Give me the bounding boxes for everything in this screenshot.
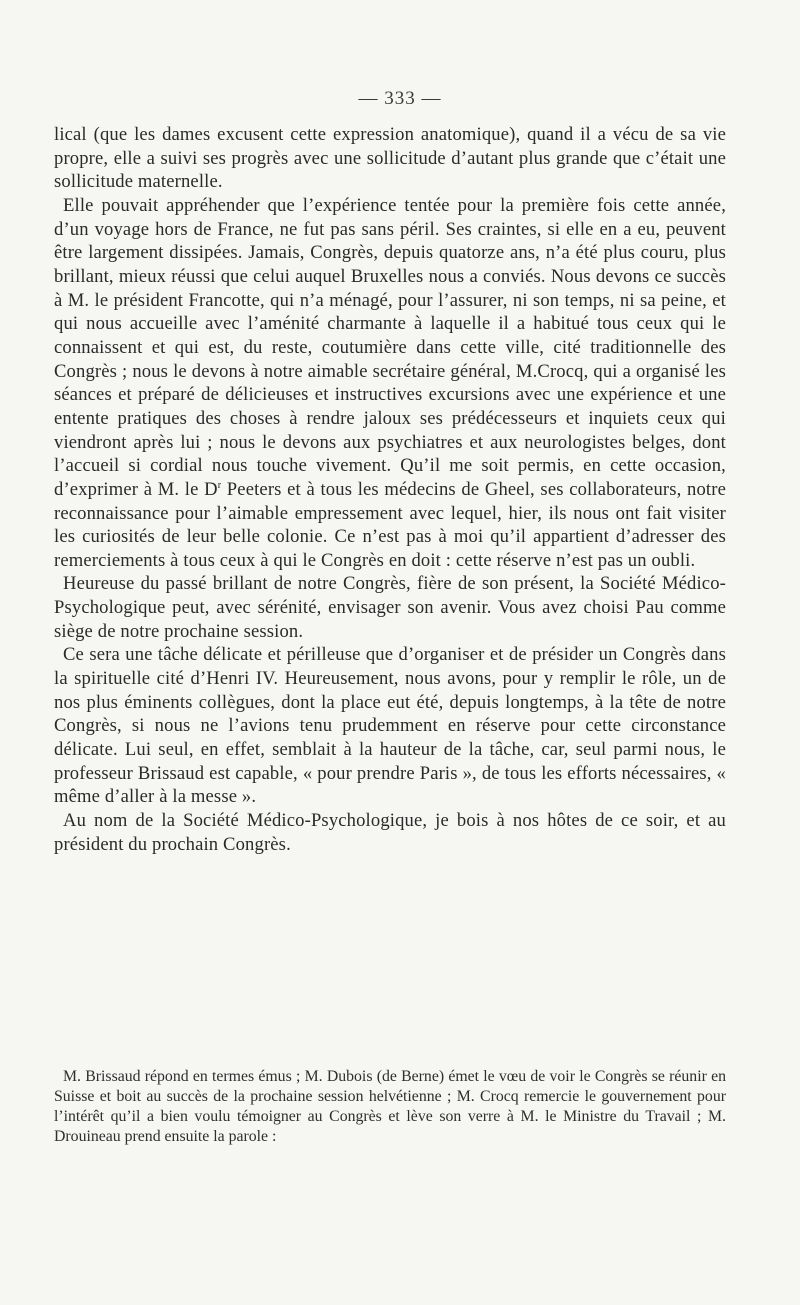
paragraph-2-text: Elle pouvait appréhender que l’expérience tentée pour la première fois cette année, d’un voyage hors de France, ne fut pas sans péril. Ses craintes, si elle en a eu, peuvent être largement dissipées. Jamais, Congrès, depuis quatorze ans, n’a été plus couru, plus brillant, mieux réussi que celui auquel Bruxelles nous a conviés. Nous devons ce succès à M. le président Francotte, qui n’a ménagé, pour l’assurer, ni son temps, ni sa peine, et qui nous accueille avec l’aménité charmante à laquelle il a habitué tous ceux qui le connaissent et qui est, du reste, coutumière dans cette ville, cité traditionnelle des Congrès ; nous le devons à notre aimable secrétaire général, M.Crocq, qui a organisé les séances et préparé de délicieuses et instructives excursions avec une expérience et une entente pratiques des choses à rendre jaloux ses prédécesseurs et inquiets ceux qui viendront après lui ; nous le devons aux psychiatres et aux neurologistes belges, dont l’accueil si cordial nous touche vivement. Qu’il me soit permis, en cette occasion, d’exprimer à M. le [54,194,726,500]
paragraph-4: Ce sera une tâche délicate et périlleuse que d’organiser et de présider un Congrès dans la spirituelle cité d’Henri IV. Heureusement, nous avons, pour y remplir le rôle, un de nos plus éminents collègues, dont la place eut été, depuis longtemps, à la tête de notre Congrès, si nous ne l’avions tenu prudemment en réserve pour cette circonstance délicate. Lui seul, en effet, semblait à la hauteur de la tâche, car, seul parmi nous, le professeur Brissaud est capable, « pour prendre Paris », de tous les efforts nécessaires, « même d’aller à la messe ». [54,644,726,808]
paragraph-2 [54,194,726,573]
body-text [54,123,726,856]
paragraph-2-tail: Peeters et à tous les médecins de Gheel, ses collaborateurs, notre reconnaissance pour l’aimable empressement avec lequel, hier, ils nous ont fait visiter les curiosités de leur belle colonie. Ce n’est pas à moi qu’il appartient d’adresser des remerciements à tous ceux à qui le Congrès en doit : cette réserve n’est pas un oubli. [54,478,726,571]
proceedings-note: M. Brissaud répond en termes émus ; M. Dubois (de Berne) émet le vœu de voir le Congrès se réunir en Suisse et boit au succès de la prochaine session helvétienne ; M. Crocq remercie le gouvernement pour l’intérêt qu’il a bien voulu témoigner au Congrès et lève son verre à M. le Ministre du Travail ; M. Drouineau prend ensuite la parole : [54,1068,726,1145]
paragraph-5: Au nom de la Société Médico-Psychologique, je bois à nos hôtes de ce soir, et au président du prochain Congrès. [54,810,726,855]
page-number: — 333 — [358,88,442,109]
paragraph-1: lical (que les dames excusent cette expression anatomique), quand il a vécu de sa vie propre, elle a suivi ses progrès avec une sollicitude d’autant plus grande que c’était une sollicitude maternelle. [54,124,726,193]
paragraph-3: Heureuse du passé brillant de notre Congrès, fière de son présent, la Société Médico-Psychologique peut, avec sérénité, envisager son avenir. Vous avez choisi Pau comme siège de notre prochaine session. [54,573,726,642]
doctor-abbreviation: D [204,478,218,500]
doctor-abbreviation-superscript: r [217,479,222,491]
